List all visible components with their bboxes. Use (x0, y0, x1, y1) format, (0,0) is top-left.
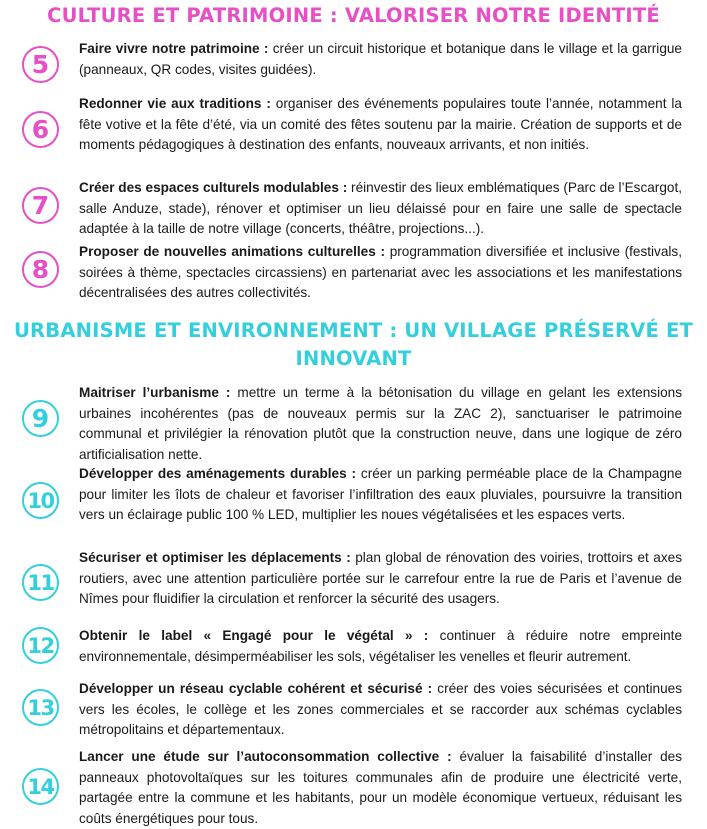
culture-section-title: CULTURE ET PATRIMOINE : VALORISER NOTRE IDENTITÉ (47, 4, 660, 27)
item-13-text (79, 679, 682, 741)
item-11-heading: Sécuriser et optimiser les déplacements : (79, 550, 351, 565)
item-6-text (79, 94, 682, 156)
item-10-text (79, 464, 682, 526)
item-9-text (79, 383, 682, 465)
item-5-body: créer un circuit historique et botanique dans le village et la garrigue (panneaux, QR codes, visites guidées). (79, 41, 682, 77)
item-10-body: créer un parking perméable place de la Champagne pour limiter les îlots de chaleur et favoriser l’infiltration des eaux pluviales, poursuivre la transition vers un éclairage public 100 % LED, multiplier les noues végétalisées et les espaces verts. (79, 466, 683, 522)
number-badge-11: 11 (22, 564, 59, 601)
number-badge-6: 6 (22, 111, 59, 148)
urbanisme-title-line-2: INNOVANT (295, 347, 412, 370)
item-7-heading: Créer des espaces culturels modulables : (79, 180, 348, 195)
item-7-body: réinvestir des lieux emblématiques (Parc de l’Escargot, salle Anduze, stade), rénover et optimiser un lieu délaissé pour en faire une salle de spectacle adaptée à la taille de notre village (concerts, théâtre, projections...). (79, 180, 683, 236)
item-14-body: évaluer la faisabilité d’installer des panneaux photovoltaïques sur les toitures communales afin de produire une électricité verte, partagée entre la commune et les habitants, pour un modèle économique vertueux, réduisant les coûts énergétiques pour tous. (79, 749, 682, 826)
item-5-heading: Faire vivre notre patrimoine : (79, 41, 269, 56)
number-badge-8: 8 (22, 251, 59, 288)
number-badge-14: 14 (22, 768, 59, 805)
urbanisme-title-line-1: URBANISME ET ENVIRONNEMENT : UN VILLAGE PRÉSERVÉ ET (14, 319, 693, 342)
item-13-body: créer des voies sécurisées et continues vers les écoles, le collège et les zones commerciales et se raccorder aux schémas cyclables métropolitains et départementaux. (79, 681, 682, 737)
item-8-heading: Proposer de nouvelles animations culturelles : (79, 244, 386, 259)
item-12-heading: Obtenir le label « Engagé pour le végétal » : (79, 628, 429, 643)
number-badge-9: 9 (22, 400, 59, 437)
item-12-body: continuer à réduire notre empreinte environnementale, désimperméabiliser les sols, végétaliser les venelles et fleurir autrement. (79, 628, 683, 664)
number-badge-13: 13 (22, 689, 59, 726)
item-9-body: mettre un terme à la bétonisation du village en gelant les extensions urbaines incohérentes (pas de nouveaux permis sur la ZAC 2), sanctuariser le patrimoine communal et privilégier la rénovation plutôt que la construction neuve, dans une logique de zéro artificialisation nette. (79, 385, 683, 462)
item-14-text (79, 747, 682, 829)
item-11-text (79, 548, 682, 610)
item-8-text (79, 242, 682, 304)
urbanisme-section-title (0, 317, 707, 373)
item-12-text (79, 626, 682, 667)
item-6-heading: Redonner vie aux traditions : (79, 96, 271, 111)
number-badge-5: 5 (22, 46, 59, 83)
number-badge-10: 10 (22, 482, 59, 519)
item-13-heading: Développer un réseau cyclable cohérent et sécurisé : (79, 681, 433, 696)
item-6-body: organiser des événements populaires toute l’année, notamment la fête votive et la fête d’été, via un comité des fêtes soutenu par la mairie. Création de supports et de moments pédagogiques à destination des enfants, nouveaux arrivants, et non initiés. (79, 96, 682, 152)
number-badge-7: 7 (22, 187, 59, 224)
number-badge-12: 12 (22, 627, 59, 664)
item-5-text (79, 39, 682, 80)
item-10-heading: Développer des aménagements durables : (79, 466, 357, 481)
item-9-heading: Maitriser l’urbanisme : (79, 385, 231, 400)
item-7-text (79, 178, 682, 240)
item-14-heading: Lancer une étude sur l’autoconsommation collective : (79, 749, 452, 764)
item-8-body: programmation diversifiée et inclusive (festivals, soirées à thème, spectacles circassiens) en partenariat avec les associations et les manifestations décentralisées des autres collectivités. (79, 244, 682, 300)
item-11-body: plan global de rénovation des voiries, trottoirs et axes routiers, avec une attention particulière portée sur le carrefour entre la rue de Paris et l’avenue de Nîmes pour fluidifier la circulation et renforcer la sécurité des usagers. (79, 550, 682, 606)
